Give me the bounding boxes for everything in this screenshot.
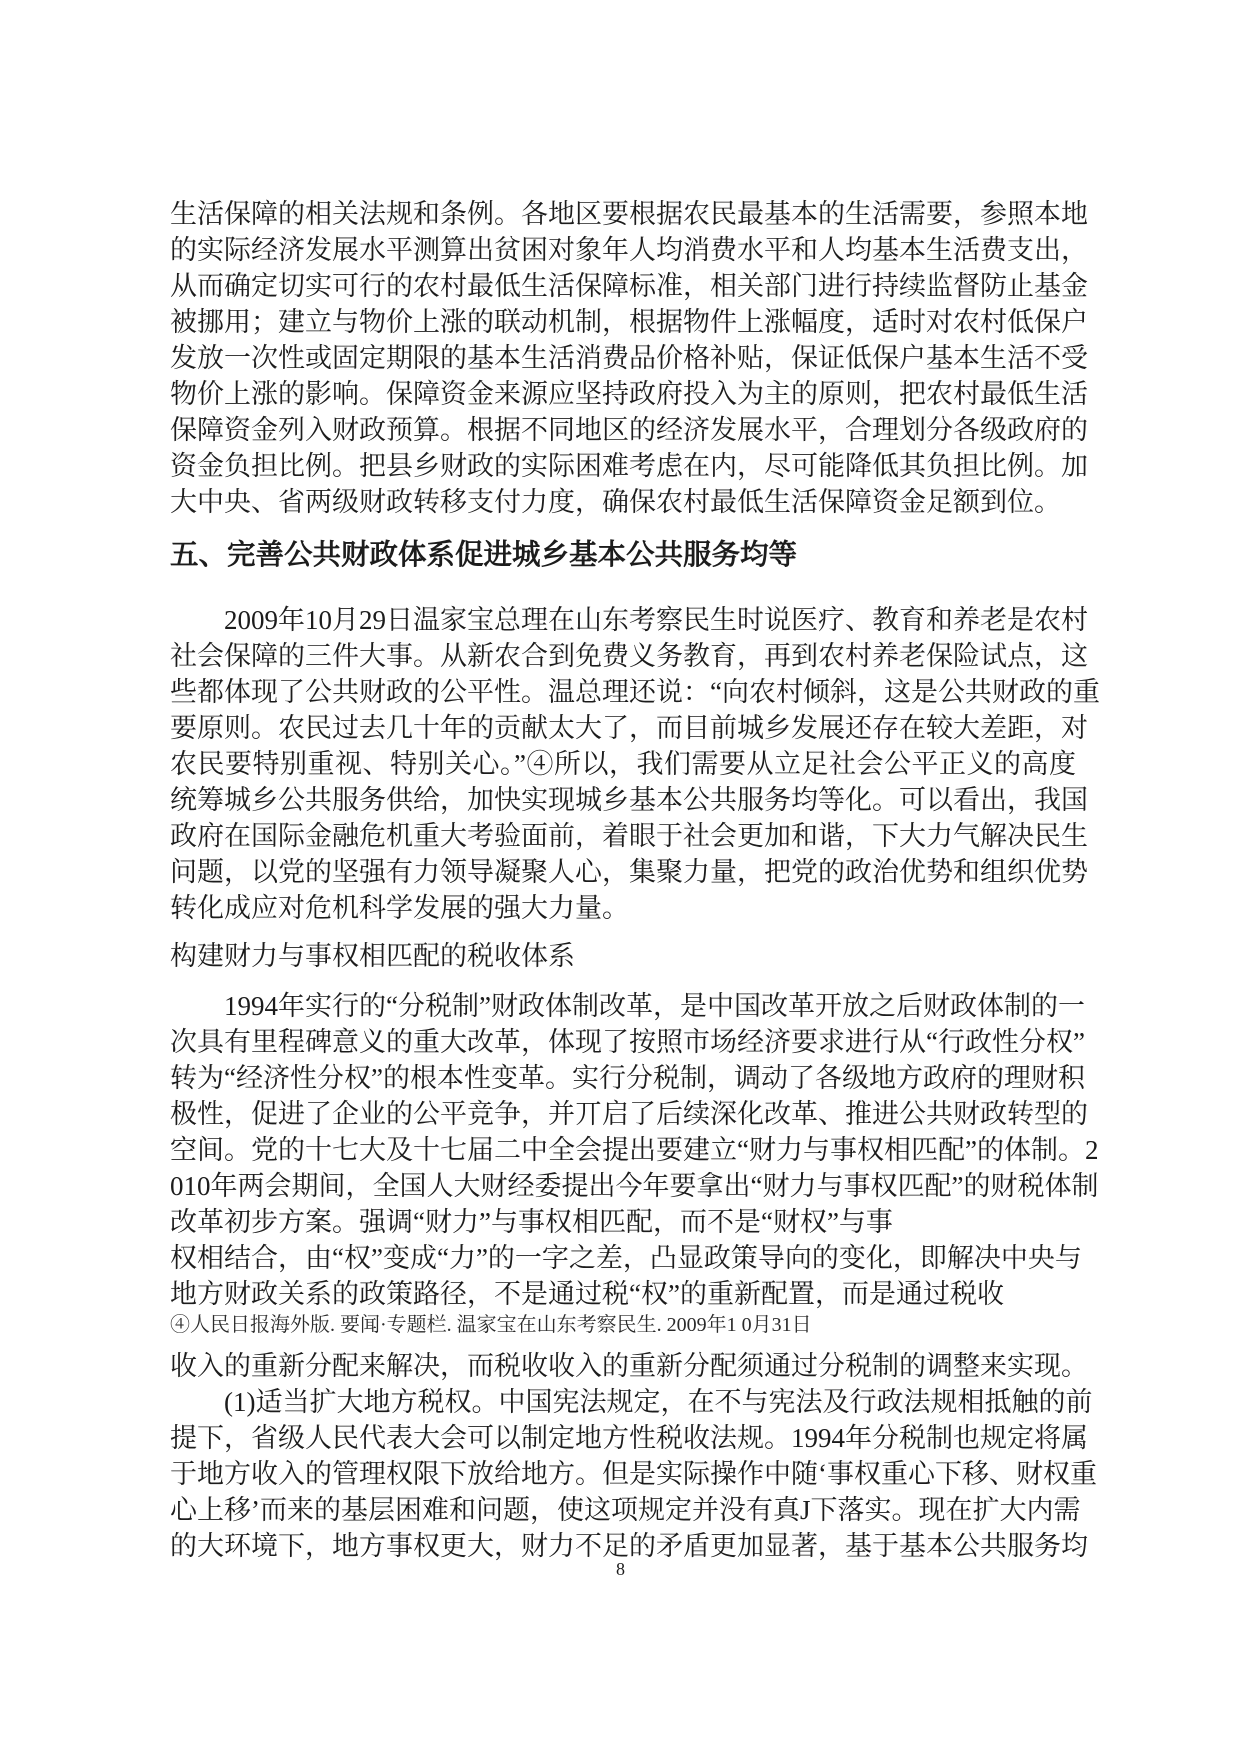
paragraph-rural-minimum-living-guarantee bbox=[170, 196, 1088, 520]
paragraph-expand-local-tax-power bbox=[170, 1384, 1097, 1564]
text-line: 010年两会期间，全国人大财经委提出今年要拿出“财力与事权匹配”的财税体制 bbox=[170, 1171, 1099, 1201]
text-line: 于地方收入的管理权限下放给地方。但是实际操作中随‘事权重心下移、财权重 bbox=[170, 1459, 1097, 1489]
text-line: 权相结合，由“权”变成“力”的一字之差，凸显政策导向的变化，即解决中央与 bbox=[170, 1243, 1082, 1273]
text-line: 要原则。农民过去几十年的贡献太大了，而目前城乡发展还存在较大差距，对 bbox=[170, 713, 1088, 743]
text-line: 保障资金列入财政预算。根据不同地区的经济发展水平，合理划分各级政府的 bbox=[170, 415, 1088, 445]
sub-heading-tax-system: 构建财力与事权相匹配的税收体系 bbox=[170, 941, 575, 971]
text-line: 转为“经济性分权”的根本性变革。实行分税制，调动了各级地方政府的理财积 bbox=[170, 1063, 1085, 1093]
text-line: 些都体现了公共财政的公平性。温总理还说：“向农村倾斜，这是公共财政的重 bbox=[170, 677, 1100, 707]
text-line: 2009年10月29日温家宝总理在山东考察民生时说医疗、教育和养老是农村 bbox=[170, 605, 1088, 635]
text-line: 空间。党的十七大及十七届二中全会提出要建立“财力与事权相匹配”的体制。2 bbox=[170, 1135, 1099, 1165]
paragraph-1994-tax-reform-part1 bbox=[170, 988, 1099, 1240]
text-line: 1994年实行的“分税制”财政体制改革，是中国改革开放之后财政体制的一 bbox=[170, 991, 1085, 1021]
paragraph-tax-revenue-redistribution bbox=[170, 1348, 1088, 1384]
text-line: (1)适当扩大地方税权。中国宪法规定，在不与宪法及行政法规相抵触的前 bbox=[170, 1387, 1093, 1417]
footnote-people-daily bbox=[170, 1312, 1076, 1348]
text-line: 物价上涨的影响。保障资金来源应坚持政府投入为主的原则，把农村最低生活 bbox=[170, 379, 1088, 409]
paragraph-wen-jiabao-shandong bbox=[170, 602, 1100, 926]
page-number: 8 bbox=[616, 1559, 625, 1579]
text-line: 生活保障的相关法规和条例。各地区要根据农民最基本的生活需要，参照本地 bbox=[170, 199, 1088, 229]
section-heading-five: 五、完善公共财政体系促进城乡基本公共服务均等 bbox=[170, 540, 798, 571]
text-line: 改革初步方案。强调“财力”与事权相匹配，而不是“财权”与事 bbox=[170, 1207, 893, 1237]
paragraph-1994-tax-reform-part2 bbox=[170, 1240, 1082, 1312]
text-line: 问题，以党的坚强有力领导凝聚人心，集聚力量，把党的政治优势和组织优势 bbox=[170, 857, 1088, 887]
text-line: 统筹城乡公共服务供给，加快实现城乡基本公共服务均等化。可以看出，我国 bbox=[170, 785, 1088, 815]
text-line: 的大环境下，地方事权更大，财力不足的矛盾更加显著，基于基本公共服务均 bbox=[170, 1531, 1088, 1561]
text-line: 次具有里程碑意义的重大改革，体现了按照市场经济要求进行从“行政性分权” bbox=[170, 1027, 1085, 1057]
text-line: 提下，省级人民代表大会可以制定地方性税收法规。1994年分税制也规定将属 bbox=[170, 1423, 1088, 1453]
text-line: 社会保障的三件大事。从新农合到免费义务教育，再到农村养老保险试点，这 bbox=[170, 641, 1088, 671]
text-line: 大中央、省两级财政转移支付力度，确保农村最低生活保障资金足额到位。 bbox=[170, 487, 1061, 517]
text-line: 被挪用；建立与物价上涨的联动机制，根据物件上涨幅度，适时对农村低保户 bbox=[170, 307, 1088, 337]
text-line: 地方财政关系的政策路径，不是通过税“权”的重新配置，而是通过税收 bbox=[170, 1279, 1004, 1309]
text-line: 政府在国际金融危机重大考验面前，着眼于社会更加和谐，下大力气解决民生 bbox=[170, 821, 1088, 851]
text-line: 转化成应对危机科学发展的强大力量。 bbox=[170, 893, 629, 923]
text-line: 收入的重新分配来解决，而税收收入的重新分配须通过分税制的调整来实现。 bbox=[170, 1351, 1088, 1381]
text-line: 心上移’而来的基层困难和问题，使这项规定并没有真J下落实。现在扩大内需 bbox=[170, 1495, 1081, 1525]
text-line: 极性，促进了企业的公平竞争，并丌启了后续深化改革、推进公共财政转型的 bbox=[170, 1099, 1088, 1129]
page-content bbox=[170, 196, 1100, 1564]
text-line: 从而确定切实可行的农村最低生活保障标准，相关部门进行持续监督防止基金 bbox=[170, 271, 1088, 301]
text-line: ④人民日报海外版. 要闻·专题栏. 温家宝在山东考察民生. 2009年1 0月31日 bbox=[170, 1314, 812, 1336]
text-line: 农民要特别重视、特别关心。”④所以，我们需要从立足社会公平正义的高度 bbox=[170, 749, 1076, 779]
text-line: 发放一次性或固定期限的基本生活消费品价格补贴，保证低保户基本生活不受 bbox=[170, 343, 1088, 373]
text-line: 资金负担比例。把县乡财政的实际困难考虑在内，尽可能降低其负担比例。加 bbox=[170, 451, 1088, 481]
text-line: 的实际经济发展水平测算出贫困对象年人均消费水平和人均基本生活费支出， bbox=[170, 235, 1088, 265]
